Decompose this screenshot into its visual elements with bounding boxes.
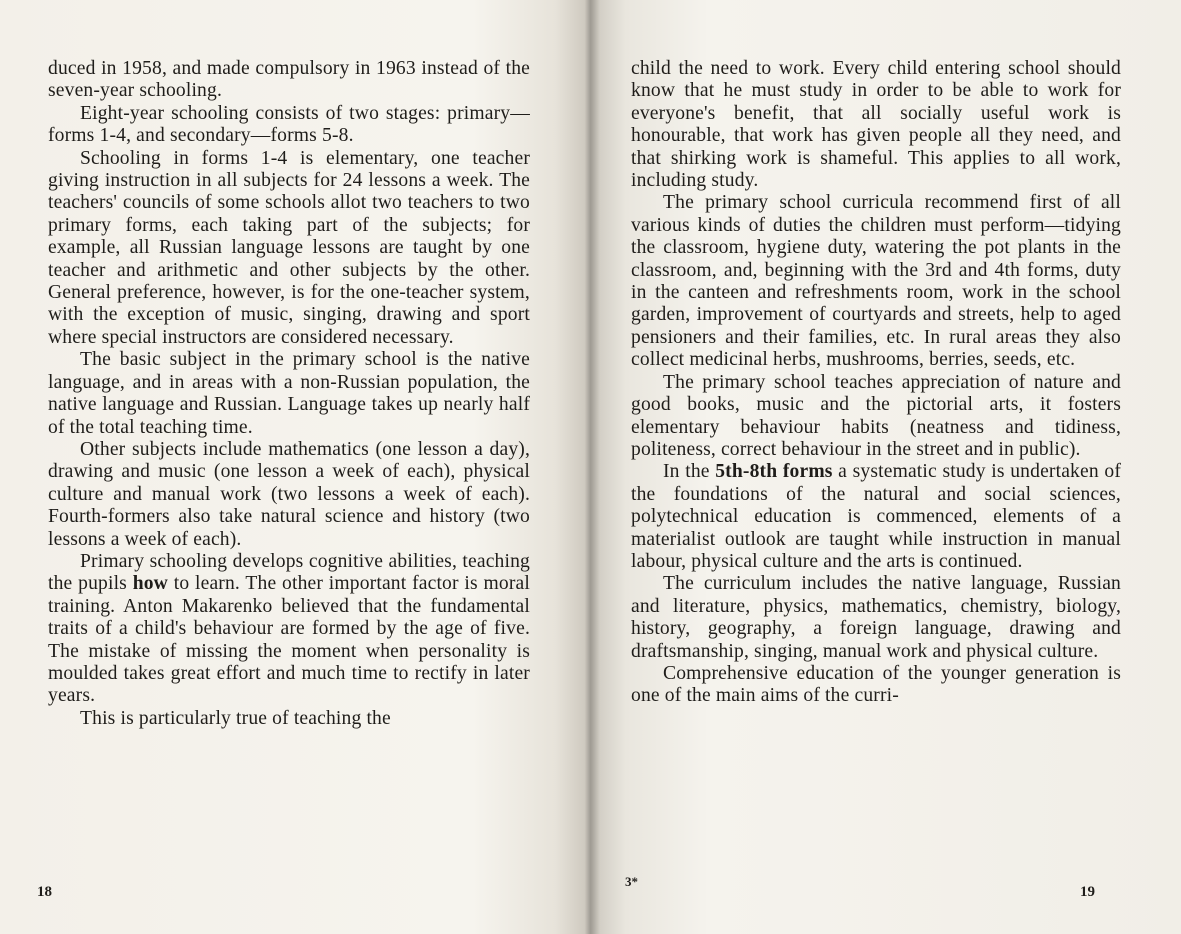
paragraph: Other subjects include mathematics (one lesson a day), drawing and music (one lesson a week of each), physical culture and manual work (two lessons a week of each). Fourth-formers also take natural science and history (two lessons a week of each). [48, 438, 530, 550]
paragraph: Schooling in forms 1-4 is elementary, one teacher giving instruction in all subjects for 24 lessons a week. The teachers' councils of some schools allot two teachers to two primary forms, each taking part of the subjects; for example, all Russian language lessons are taught by one teacher and arithmetic and other subjects by the other. General preference, however, is for the one-teacher system, with the exception of music, singing, drawing and sport where special instructors are considered necessary. [48, 147, 530, 348]
paragraph [631, 461, 1121, 573]
right-page [591, 0, 1181, 934]
signature-mark: 3* [625, 874, 638, 889]
paragraph-text: to learn. The other important factor is moral training. Anton Makarenko believed that the fundamental traits of a child's behaviour are formed by the age of five. The mistake of missing the moment when personality is moulded takes great effort and much time to rectify in later years. [48, 573, 530, 707]
paragraph: duced in 1958, and made compulsory in 1963 instead of the seven-year schooling. [48, 58, 530, 102]
paragraph: The primary school curricula recommend first of all various kinds of duties the children must perform—tidying the classroom, hygiene duty, watering the pot plants in the classroom, and, beginning with the 3rd and 4th forms, duty in the canteen and refreshments room, work in the school garden, improvement of courtyards and streets, help to aged pensioners and their families, etc. In rural areas they also collect medicinal herbs, mushrooms, berries, seeds, etc. [631, 192, 1121, 371]
paragraph: The basic subject in the primary school is the native language, and in areas with a non-Russian population, the native language and Russian. Language takes up nearly half of the total teaching time. [48, 349, 530, 438]
paragraph: Comprehensive education of the younger generation is one of the main aims of the curri- [631, 662, 1121, 707]
left-page [0, 0, 590, 934]
page-number: 19 [1080, 884, 1095, 900]
left-text-column [48, 58, 530, 730]
paragraph: The curriculum includes the native language, Russian and literature, physics, mathematics, chemistry, biology, history, geography, a foreign language, drawing and draftsmanship, singing, manual work and physical culture. [631, 573, 1121, 662]
paragraph: The primary school teaches appreciation of nature and good books, music and the pictorial arts, it fosters elementary behaviour habits (neatness and tidiness, politeness, correct behaviour in the street and in public). [631, 371, 1121, 460]
emphasis: how [132, 573, 168, 595]
emphasis: 5th-8th forms [715, 461, 833, 483]
paragraph: This is particularly true of teaching the [80, 707, 391, 729]
paragraph-text: In the [663, 461, 716, 483]
page-number: 18 [37, 884, 52, 900]
paragraph-text: Primary schooling develops cognitive abilities, teaching the pupils [48, 550, 530, 595]
right-text-column [631, 58, 1121, 708]
paragraph: child the need to work. Every child entering school should know that he must study in order to be able to work for everyone's benefit, that all socially useful work is honourable, that work has given people all they need, and that shirking work is shameful. This applies to all work, including study. [631, 58, 1121, 192]
paragraph: Eight-year schooling consists of two stages: primary—forms 1-4, and secondary—forms 5-8. [48, 102, 530, 147]
paragraph [48, 551, 530, 708]
paragraph-text: a systematic study is undertaken of the foundations of the natural and social sciences, polytechnical education is commenced, elements of a materialist outlook are taught while instruction in manual labour, physical culture and the arts is continued. [631, 461, 1122, 572]
